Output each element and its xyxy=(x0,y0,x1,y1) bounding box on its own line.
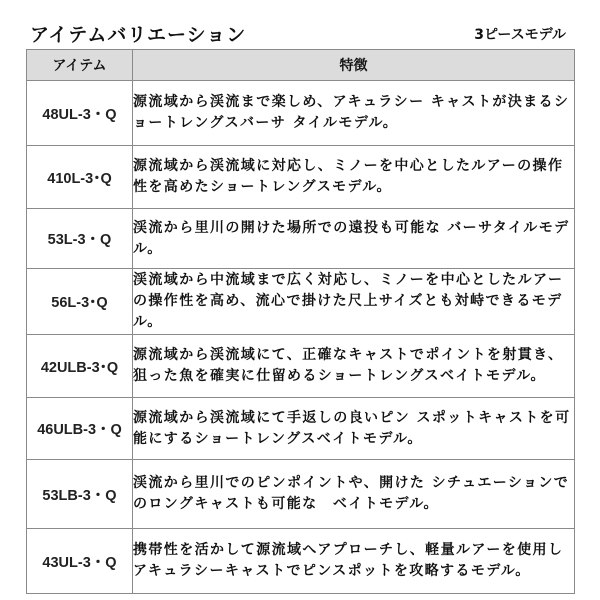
table-row xyxy=(27,81,575,146)
item-model-cell: 53LB-3・Q xyxy=(27,460,133,529)
table-row xyxy=(27,146,575,209)
item-model-cell: 53L-3・Q xyxy=(27,209,133,269)
item-feature-cell: 渓流から里川の開けた場所での遠投も可能な バーサタイルモデル。 xyxy=(133,209,575,269)
item-model-cell: 410L-3･Q xyxy=(27,146,133,209)
column-header-features: 特徴 xyxy=(133,50,575,81)
table-row xyxy=(27,269,575,335)
item-feature-cell: 渓流から里川でのピンポイントや、開けた シチュエーションでのロングキャストも可能な ベイトモデル。 xyxy=(133,460,575,529)
table-header-row xyxy=(27,50,575,81)
table-row xyxy=(27,460,575,529)
table-row xyxy=(27,335,575,398)
table-row xyxy=(27,529,575,594)
item-model-cell: 46ULB-3・Q xyxy=(27,398,133,460)
table-row xyxy=(27,398,575,460)
item-variation-table xyxy=(26,49,575,594)
item-model-cell: 43UL-3・Q xyxy=(27,529,133,594)
item-feature-cell: 携帯性を活かして源流域へアプローチし、軽量ルアーを使用しアキュラシーキャストでピンスポットを攻略するモデル。 xyxy=(133,529,575,594)
item-feature-cell: 源流域から渓流まで楽しめ、アキュラシー キャストが決まるショートレングスバーサ タイルモデル。 xyxy=(133,81,575,146)
item-feature-cell: 源流域から渓流域に対応し、ミノーを中心としたルアーの操作性を高めたショートレングスモデル。 xyxy=(133,146,575,209)
table-row xyxy=(27,209,575,269)
model-type-label: 3ピースモデル xyxy=(474,27,566,43)
item-model-cell: 48UL-3・Q xyxy=(27,81,133,146)
item-model-cell: 42ULB-3･Q xyxy=(27,335,133,398)
item-feature-cell: 源流域から渓流域にて手返しの良いピン スポットキャストを可能にするショートレングスベイトモデル。 xyxy=(133,398,575,460)
item-model-cell: 56L-3･Q xyxy=(27,269,133,335)
item-feature-cell: 渓流域から中流域まで広く対応し、ミノーを中心としたルアーの操作性を高め、流心で掛けた尺上サイズとも対峙できるモデル。 xyxy=(133,269,575,335)
column-header-item: アイテム xyxy=(27,50,133,81)
page-title: アイテムバリエーション xyxy=(30,24,247,46)
item-feature-cell: 源流域から渓流域にて、正確なキャストでポイントを射貫き、狙った魚を確実に仕留めるショートレングスベイトモデル。 xyxy=(133,335,575,398)
